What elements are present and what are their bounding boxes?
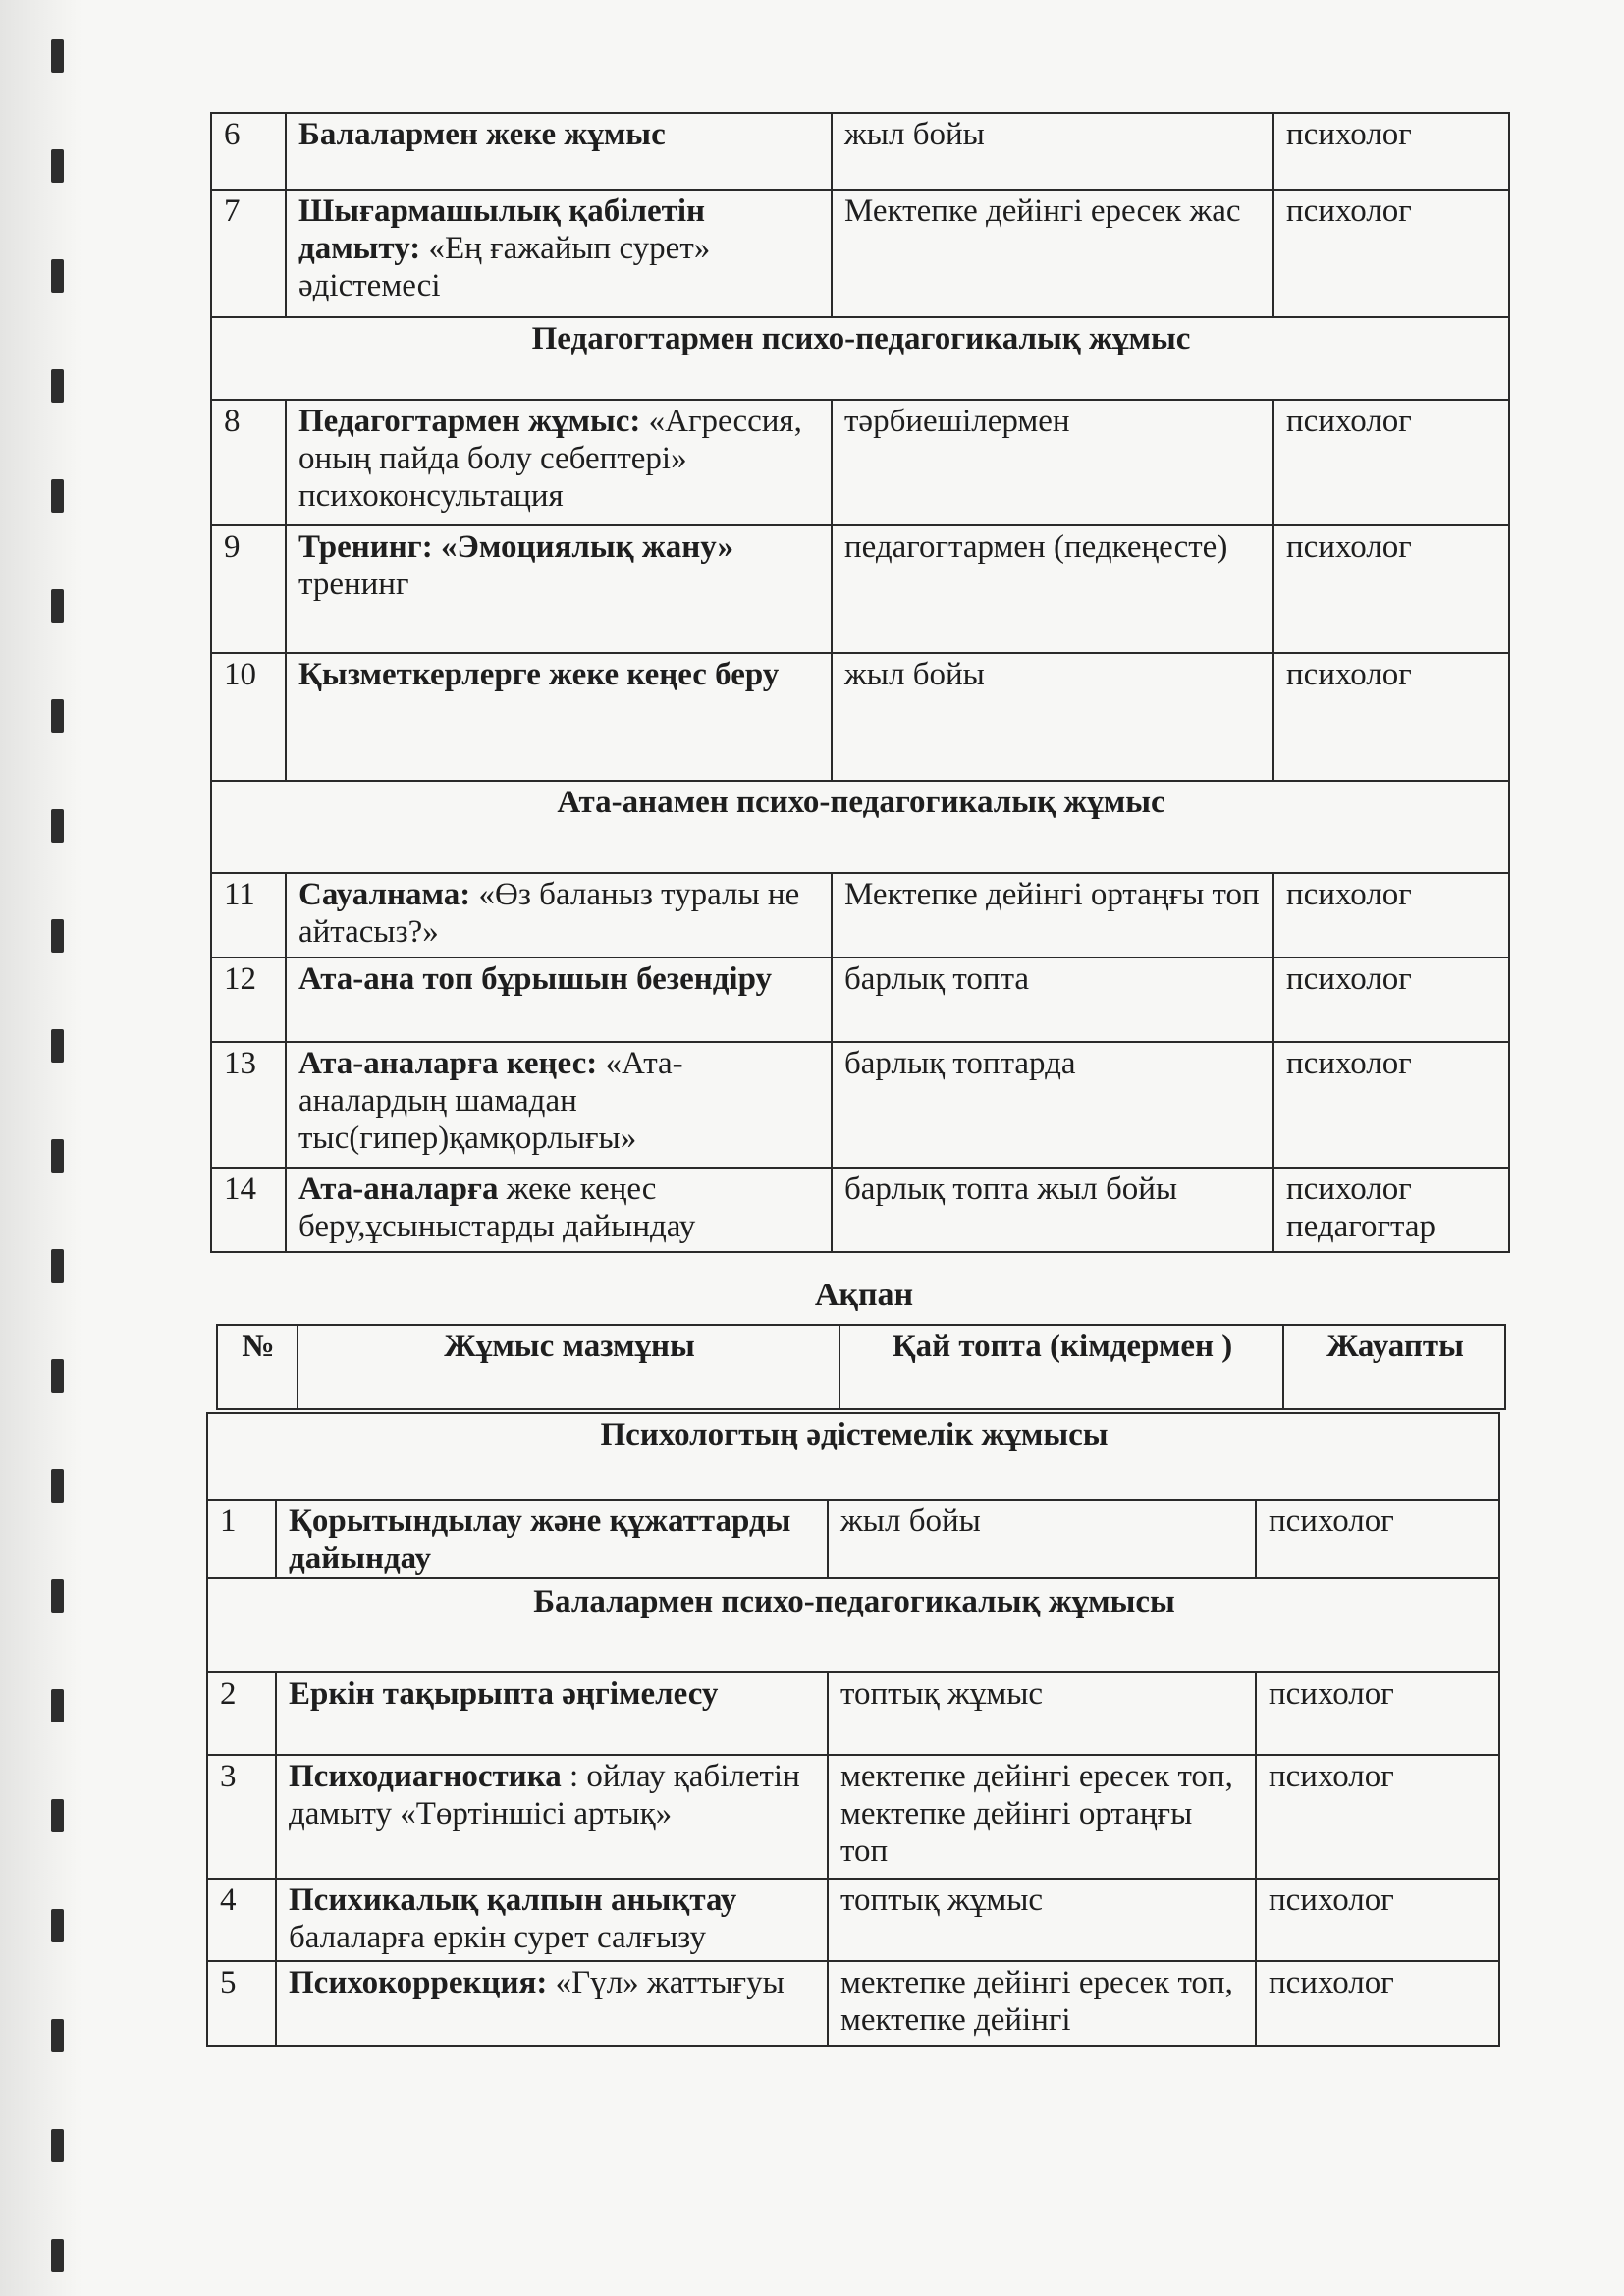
- binding-hole: [51, 479, 64, 513]
- work-title: Қорытындылау және құжаттарды дайындау: [289, 1503, 791, 1576]
- table-row: [207, 1755, 1499, 1879]
- responsible: психолог: [1273, 525, 1509, 653]
- responsible: психолог: [1256, 1879, 1499, 1961]
- responsible: психолог: [1273, 653, 1509, 781]
- row-number: 9: [211, 525, 286, 653]
- row-number: 4: [207, 1879, 276, 1961]
- table-header: [216, 1324, 1506, 1410]
- binding-hole: [51, 369, 64, 403]
- responsible: психолог: [1256, 1755, 1499, 1879]
- responsible: психолог: [1256, 1500, 1499, 1578]
- section-title: Балалармен психо-педагогикалық жұмысы: [207, 1578, 1499, 1672]
- month-heading: Ақпан: [814, 1277, 914, 1313]
- row-number: 3: [207, 1755, 276, 1879]
- target-group: жыл бойы: [828, 1500, 1256, 1578]
- target-group: жыл бойы: [832, 113, 1273, 190]
- table-row: [211, 957, 1509, 1042]
- responsible: психолог: [1273, 190, 1509, 317]
- work-content: [276, 1500, 828, 1578]
- target-group: жыл бойы: [832, 653, 1273, 781]
- table-row: [207, 1961, 1499, 2046]
- work-title: Психикалық қалпын анықтау: [289, 1883, 737, 1918]
- responsible: психолог: [1256, 1961, 1499, 2046]
- target-group: барлық топта: [832, 957, 1273, 1042]
- binding-hole: [51, 699, 64, 733]
- binding-hole: [51, 1909, 64, 1942]
- responsible: психолог: [1273, 957, 1509, 1042]
- work-title: Балалармен жеке жұмыс: [298, 117, 666, 152]
- section-row: [211, 317, 1509, 400]
- work-title: Ата-аналарға кеңес:: [298, 1046, 598, 1081]
- row-number: 14: [211, 1168, 286, 1252]
- work-content: [286, 113, 832, 190]
- work-title: Психокоррекция:: [289, 1965, 548, 2000]
- work-title: Ата-аналарға: [298, 1172, 499, 1207]
- target-group: тәрбиешілермен: [832, 400, 1273, 525]
- table-row: [211, 653, 1509, 781]
- binding-hole: [51, 2019, 64, 2052]
- header-group: Қай топта (кімдермен ): [839, 1325, 1283, 1409]
- section-title: Психологтың әдістемелік жұмысы: [207, 1413, 1499, 1500]
- work-content: [276, 1961, 828, 2046]
- work-title: Шығармашылық қабілетін дамыту:: [298, 193, 705, 266]
- row-number: 11: [211, 873, 286, 957]
- target-group: Мектепке дейінгі ересек жас: [832, 190, 1273, 317]
- work-detail: «Гүл» жаттығуы: [555, 1965, 785, 2000]
- table-row: [211, 400, 1509, 525]
- work-detail: «Агрессия, оның пайда болу себептері» психоконсультация: [298, 404, 802, 514]
- binding-hole: [51, 39, 64, 73]
- row-number: 10: [211, 653, 286, 781]
- binding-hole: [51, 1359, 64, 1393]
- table-row: [211, 525, 1509, 653]
- responsible: психолог: [1273, 113, 1509, 190]
- work-content: [286, 1168, 832, 1252]
- work-content: [286, 957, 832, 1042]
- work-title: Сауалнама:: [298, 877, 471, 912]
- target-group: барлық топтарда: [832, 1042, 1273, 1168]
- work-detail: балаларға еркін сурет салғызу: [289, 1920, 706, 1955]
- work-title: Педагогтармен жұмыс:: [298, 404, 641, 439]
- work-title: Психодиагностика: [289, 1759, 562, 1794]
- binding-hole: [51, 2129, 64, 2162]
- target-group: топтық жұмыс: [828, 1879, 1256, 1961]
- work-content: [276, 1672, 828, 1755]
- work-title: Тренинг: «Эмоциялық жану»: [298, 529, 734, 565]
- header-responsible: Жауапты: [1283, 1325, 1505, 1409]
- binding-hole: [51, 1689, 64, 1722]
- row-number: 2: [207, 1672, 276, 1755]
- binding-hole: [51, 1249, 64, 1283]
- target-group: Мектепке дейінгі ортаңғы топ: [832, 873, 1273, 957]
- work-detail: тренинг: [298, 567, 409, 602]
- work-detail: «Ата-аналардың шамадан тыс(гипер)қамқорлығы»: [298, 1046, 683, 1156]
- target-group: педагогтармен (педкеңесте): [832, 525, 1273, 653]
- row-number: 13: [211, 1042, 286, 1168]
- work-plan-table-continued: [210, 112, 1510, 1253]
- target-group: мектепке дейінгі ересек топ, мектепке дейінгі: [828, 1961, 1256, 2046]
- work-title: Еркін тақырыпта әңгімелесу: [289, 1676, 719, 1712]
- section-row: [207, 1413, 1499, 1500]
- header-number: №: [217, 1325, 298, 1409]
- table-row: [211, 190, 1509, 317]
- binding-strip: [0, 0, 82, 2296]
- work-content: [286, 190, 832, 317]
- work-detail: жеке кеңес беру,ұсыныстарды дайындау: [298, 1172, 696, 1244]
- table-row: [211, 873, 1509, 957]
- table-row: [211, 1168, 1509, 1252]
- work-content: [276, 1879, 828, 1961]
- binding-hole: [51, 2239, 64, 2272]
- work-title: Ата-ана топ бұрышын безендіру: [298, 961, 773, 997]
- table-row: [207, 1500, 1499, 1578]
- section-row: [207, 1578, 1499, 1672]
- binding-hole: [51, 1579, 64, 1613]
- binding-hole: [51, 1469, 64, 1503]
- target-group: топтық жұмыс: [828, 1672, 1256, 1755]
- responsible: психолог педагогтар: [1273, 1168, 1509, 1252]
- responsible: психолог: [1273, 400, 1509, 525]
- work-content: [286, 873, 832, 957]
- binding-hole: [51, 919, 64, 953]
- binding-hole: [51, 149, 64, 183]
- binding-hole: [51, 1799, 64, 1832]
- row-number: 7: [211, 190, 286, 317]
- binding-hole: [51, 259, 64, 293]
- table-row: [207, 1672, 1499, 1755]
- row-number: 1: [207, 1500, 276, 1578]
- row-number: 5: [207, 1961, 276, 2046]
- work-content: [276, 1755, 828, 1879]
- binding-hole: [51, 1139, 64, 1173]
- table-row: [211, 1042, 1509, 1168]
- table-row: [207, 1879, 1499, 1961]
- section-row: [211, 781, 1509, 873]
- work-title: Қызметкерлерге жеке кеңес беру: [298, 657, 780, 692]
- work-detail: «Өз баланыз туралы не айтасыз?»: [298, 877, 800, 950]
- responsible: психолог: [1256, 1672, 1499, 1755]
- work-detail: «Ең ғажайып сурет» әдістемесі: [298, 231, 711, 303]
- work-content: [286, 525, 832, 653]
- february-plan-table: [206, 1412, 1500, 2047]
- target-group: барлық топта жыл бойы: [832, 1168, 1273, 1252]
- work-content: [286, 400, 832, 525]
- binding-hole: [51, 589, 64, 623]
- row-number: 6: [211, 113, 286, 190]
- row-number: 12: [211, 957, 286, 1042]
- work-content: [286, 1042, 832, 1168]
- row-number: 8: [211, 400, 286, 525]
- section-title: Ата-анамен психо-педагогикалық жұмыс: [211, 781, 1509, 873]
- responsible: психолог: [1273, 1042, 1509, 1168]
- target-group: мектепке дейінгі ересек топ, мектепке дейінгі ортаңғы топ: [828, 1755, 1256, 1879]
- header-content: Жұмыс мазмұны: [298, 1325, 839, 1409]
- binding-hole: [51, 809, 64, 843]
- binding-hole: [51, 1029, 64, 1063]
- table-row: [211, 113, 1509, 190]
- responsible: психолог: [1273, 873, 1509, 957]
- work-content: [286, 653, 832, 781]
- work-detail: : ойлау қабілетін дамыту «Төртіншісі артық»: [289, 1759, 800, 1831]
- section-title: Педагогтармен психо-педагогикалық жұмыс: [211, 317, 1509, 400]
